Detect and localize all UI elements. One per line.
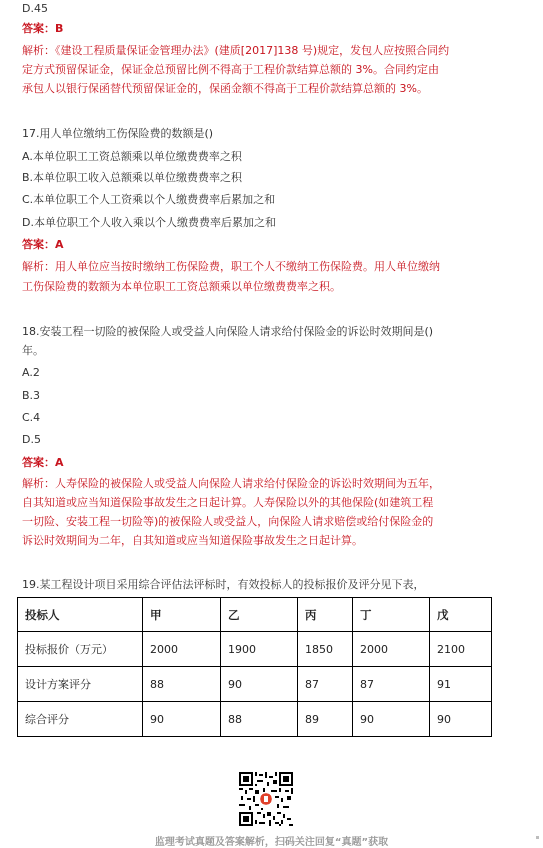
table-row xyxy=(18,702,492,737)
prev-option-d: D.45 xyxy=(22,2,48,15)
q18-answer: 答案：A xyxy=(22,456,64,469)
q18-option-d: D.5 xyxy=(22,433,41,446)
table-cell: 87 xyxy=(298,667,353,702)
table-row xyxy=(18,632,492,667)
header-cell: 投标人 xyxy=(18,598,143,632)
table-cell: 88 xyxy=(221,702,298,737)
q17-option-d: D.本单位职工个人收入乘以个人缴费费率后累加之和 xyxy=(22,216,276,229)
page-edge-marker xyxy=(536,836,539,839)
table-cell: 90 xyxy=(143,702,221,737)
q18-analysis-line: 解析：人寿保险的被保险人或受益人向保险人请求给付保险金的诉讼时效期间为五年， xyxy=(22,477,440,490)
footer-caption: 监理考试真题及答案解析，扫码关注回复“真题”获取 xyxy=(154,837,389,848)
q18-option-c: C.4 xyxy=(22,411,41,424)
table-cell: 90 xyxy=(353,702,430,737)
q17-option-c: C.本单位职工个人工资乘以个人缴费费率后累加之和 xyxy=(22,193,276,206)
q17-analysis-line: 工伤保险费的数额为本单位职工工资总额乘以单位缴费费率之积。 xyxy=(22,280,341,293)
q18-analysis-line: 自其知道或应当知道保险事故发生之日起计算。人寿保险以外的其他保险(如建筑工程 xyxy=(22,496,434,509)
table-header-row xyxy=(18,598,492,632)
header-cell: 甲 xyxy=(143,598,221,632)
row-label: 投标报价（万元） xyxy=(18,632,143,667)
table-cell: 1900 xyxy=(221,632,298,667)
q17-analysis-line: 解析：用人单位应当按时缴纳工伤保险费，职工个人不缴纳工伤保险费。用人单位缴纳 xyxy=(22,260,440,273)
table-cell: 90 xyxy=(221,667,298,702)
q18-stem-line: 18.安装工程一切险的被保险人或受益人向保险人请求给付保险金的诉讼时效期间是() xyxy=(22,325,434,338)
header-cell: 丁 xyxy=(353,598,430,632)
q18-analysis-line: 诉讼时效期间为二年，自其知道或应当知道保险事故发生之日起计算。 xyxy=(22,534,363,547)
q19-stem: 19.某工程设计项目采用综合评估法评标时，有效投标人的投标报价及评分见下表， xyxy=(22,578,425,591)
q18-analysis-line: 一切险、安装工程一切险等)的被保险人或受益人，向保险人请求赔偿或给付保险金的 xyxy=(22,515,434,528)
header-cell: 丙 xyxy=(298,598,353,632)
table-cell: 1850 xyxy=(298,632,353,667)
prev-answer: 答案：B xyxy=(22,22,64,35)
bid-score-table xyxy=(17,597,492,737)
q17-stem: 17.用人单位缴纳工伤保险费的数额是() xyxy=(22,127,214,140)
q17-answer: 答案：A xyxy=(22,238,64,251)
q17-option-a: A.本单位职工工资总额乘以单位缴费费率之积 xyxy=(22,150,242,163)
q18-option-a: A.2 xyxy=(22,366,40,379)
q18-stem-line: 年。 xyxy=(22,344,44,357)
table-cell: 90 xyxy=(430,702,492,737)
table-cell: 2000 xyxy=(143,632,221,667)
prev-analysis-line: 承包人以银行保函替代预留保证金的，保函金额不得高于工程价款结算总额的 3%。 xyxy=(22,82,428,95)
qr-code-icon[interactable] xyxy=(239,772,293,826)
q18-option-b: B.3 xyxy=(22,389,41,402)
table-row xyxy=(18,667,492,702)
prev-analysis-line: 定方式预留保证金，保证金总预留比例不得高于工程价款结算总额的 3%。合同约定由 xyxy=(22,63,439,76)
table-cell: 91 xyxy=(430,667,492,702)
table-cell: 89 xyxy=(298,702,353,737)
table-cell: 2100 xyxy=(430,632,492,667)
row-label: 设计方案评分 xyxy=(18,667,143,702)
q17-option-b: B.本单位职工收入总额乘以单位缴费费率之积 xyxy=(22,171,243,184)
header-cell: 戊 xyxy=(430,598,492,632)
table-cell: 87 xyxy=(353,667,430,702)
header-cell: 乙 xyxy=(221,598,298,632)
table-cell: 88 xyxy=(143,667,221,702)
prev-analysis-line: 解析：《建设工程质量保证金管理办法》(建质[2017]138 号)规定，发包人应按照合同约 xyxy=(22,44,450,57)
table-cell: 2000 xyxy=(353,632,430,667)
row-label: 综合评分 xyxy=(18,702,143,737)
